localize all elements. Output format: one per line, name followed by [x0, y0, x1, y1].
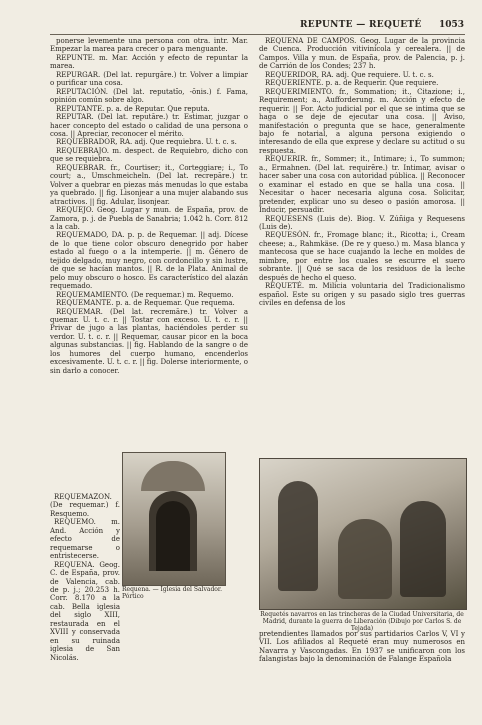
entry: REQUERIENTE. p. a. de Requerir. Que requiere.	[265, 79, 439, 88]
entry: REQUERIMIENTO. fr., Sommation; it., Citazione; i., Requirement; a., Aufforderung. m. Acción y efecto de requerir. || For. Acto judicial por el que se intima que se haga o se deje de ejecutar una cosa. || Aviso, manifestación o pregunta que se hace, generalmente bajo fe notarial, a alguna persona exigiendo o interesando de ella que exprese y declare su actitud o su respuesta.	[259, 87, 465, 155]
entry: REQUEMAR. (Del lat. recremāre.) tr. Volver a quemar. U. t. c. r. || Tostar con exceso. U. t. c. r. || Privar de jugo a las plantas, haciéndoles perder su verdor. U. t. c. r. || Requemar, causar picor en la boca algunas substancias. || fig. Hablando de la sangre o de los humores del cuerpo humano, encenderlos excesivamente. U. t. c. r. || fig. Dolerse interiormente, o sin darlo a conocer.	[50, 307, 248, 375]
column-right-bottom: pretendientes llamados por sus partidarios Carlos V, VI y VII. Los afiliados al Requeté eran muy numerosos en Navarra y Vascongadas. En 1937 se unificaron con los falangistas bajo la denominación de Falange Española	[259, 630, 465, 664]
entry: REQUEMAZÓN. (De requemar.) f. Resquemo.	[50, 493, 120, 518]
photo-doorway-shape	[156, 501, 190, 571]
entry: REQUEBRAR. fr., Courtiser; it., Corteggiare; i., To court; a., Umschmeicheln. (Del lat. recrepāre.) tr. Volver a quebrar en piezas más menudas lo que estaba ya quebrado. || fig. Lisonjear a una mujer alabando sus atractivos. || fig. Adular, lisonjear.	[50, 163, 248, 206]
entry: REQUEMANTE. p. a. de Requemar. Que requema.	[56, 299, 235, 308]
entry: REPUNTE. m. Mar. Acción y efecto de repuntar la marea.	[50, 53, 248, 71]
entry: REQUEBRADOR, RA. adj. Que requiebra. U. t. c. s.	[56, 138, 237, 147]
illustration-caption: Requetés navarros en las trincheras de la Ciudad Universitaria, de Madrid, durante la guerra de Liberación (Dibujo por Carlos S. de Tejada)	[260, 611, 464, 632]
entry: REQUENA. Geog. C. de España, prov. de Valencia, cab. de p. j.; 20.253 h. Corr. 8.170 a la cab. Bella iglesia del siglo XIII, restaurada en el XVIII y conservada en su ruinada iglesia de San Nicolás.	[50, 560, 120, 662]
entry: REPUTACIÓN. (Del lat. reputatĭo, -ōnis.) f. Fama, opinión común sobre algo.	[50, 87, 248, 105]
entry: REQUETÉ. m. Milicia voluntaria del Tradicionalismo español. Este su origen y su pasado siglo tres guerras civiles en defensa de los	[259, 282, 465, 308]
column-right-bottom-wrap	[259, 0, 465, 725]
entry: REQUEMO. m. And. Acción y efecto de requemarse o entristecerse.	[50, 518, 120, 561]
narrow-column	[50, 493, 120, 698]
entry: REQUESENS (Luis de). Biog. V. Zúñiga y Requesens (Luis de).	[259, 214, 465, 231]
page-number: 1053	[438, 20, 464, 30]
photo-caption: Requena. — Iglesia del Salvador. Pórtico	[122, 586, 223, 600]
entry: REQUERIDOR, RA. adj. Que requiere. U. t. c. s.	[265, 70, 434, 79]
entry: REQUENA DE CAMPOS. Geog. Lugar de la provincia de Cuenca. Producción vitivinícola y cerealera. || de Campos. Villa y mun. de España, prov. de Palencia, p. j. de Carrión de los Condes; 237 h.	[259, 37, 465, 71]
column-left-body	[50, 37, 248, 493]
entry: REQUEMADO, DA. p. p. de Requemar. || adj. Dícese de lo que tiene color obscuro denegrido por haber estado al fuego o a la intemperie. || m. Género de tejido delgado, muy negro, con cordoncillo y sin lustre, de que se hacían mantos. || R. de la Plata. Animal de pelo muy obscuro o hosco. Es característico del alazán requemado.	[50, 231, 248, 291]
entry: REQUEBRAJO. m. despect. de Requiebro, dicho con que se requiebra.	[50, 146, 248, 164]
entry: REQUERIR. fr., Sommer; it., Intimare; i., To summon; a., Ermahnen. (Del lat. requirĕre.) tr. Intimar, avisar o hacer saber una cosa con autoridad pública. || Reconocer o examinar el estado en que se halla una cosa. || Necesitar o hacer necesaria alguna cosa. Solicitar, pretender, explicar uno su deseo o pasión amorosa. || Inducir, persuadir.	[259, 155, 465, 215]
running-title: REPUNTE — REQUETÉ	[300, 20, 422, 30]
entry: ponerse levemente una persona con otra. intr. Mar. Empezar la marea para crecer o para menguante.	[50, 37, 248, 54]
entry: REPUTANTE. p. a. de Reputar. Que reputa.	[56, 104, 210, 113]
entry: REQUEMAMIENTO. (De requemar.) m. Requemo.	[56, 290, 234, 299]
entry: REPURGAR. (Del lat. repurgāre.) tr. Volver a limpiar o purificar una cosa.	[50, 70, 248, 88]
entry: REQUESÓN. fr., Fromage blanc; it., Ricotta; i., Cream cheese; a., Rahmkäse. (De re y queso.) m. Masa blanca y mantecosa que se hace cuajando la leche en moldes de mimbre, por entre los cuales se escurre el suero sobrante. || Qué se saca de los residuos de la leche después de hecho el queso.	[259, 231, 465, 282]
column-left	[50, 37, 248, 493]
entry: REPUTAR. (Del lat. reputāre.) tr. Estimar, juzgar o hacer concepto del estado o calidad de una persona o cosa. || Apreciar, reconocer el mérito.	[50, 113, 248, 138]
photo-church-portal	[122, 452, 226, 586]
entry: REQUEJO. Geog. Lugar y mun. de España, prov. de Zamora, p. j. de Puebla de Sanabria; 1.042 h. Corr. 812 a la cab.	[50, 206, 248, 231]
photo-tower-shape	[141, 461, 205, 491]
